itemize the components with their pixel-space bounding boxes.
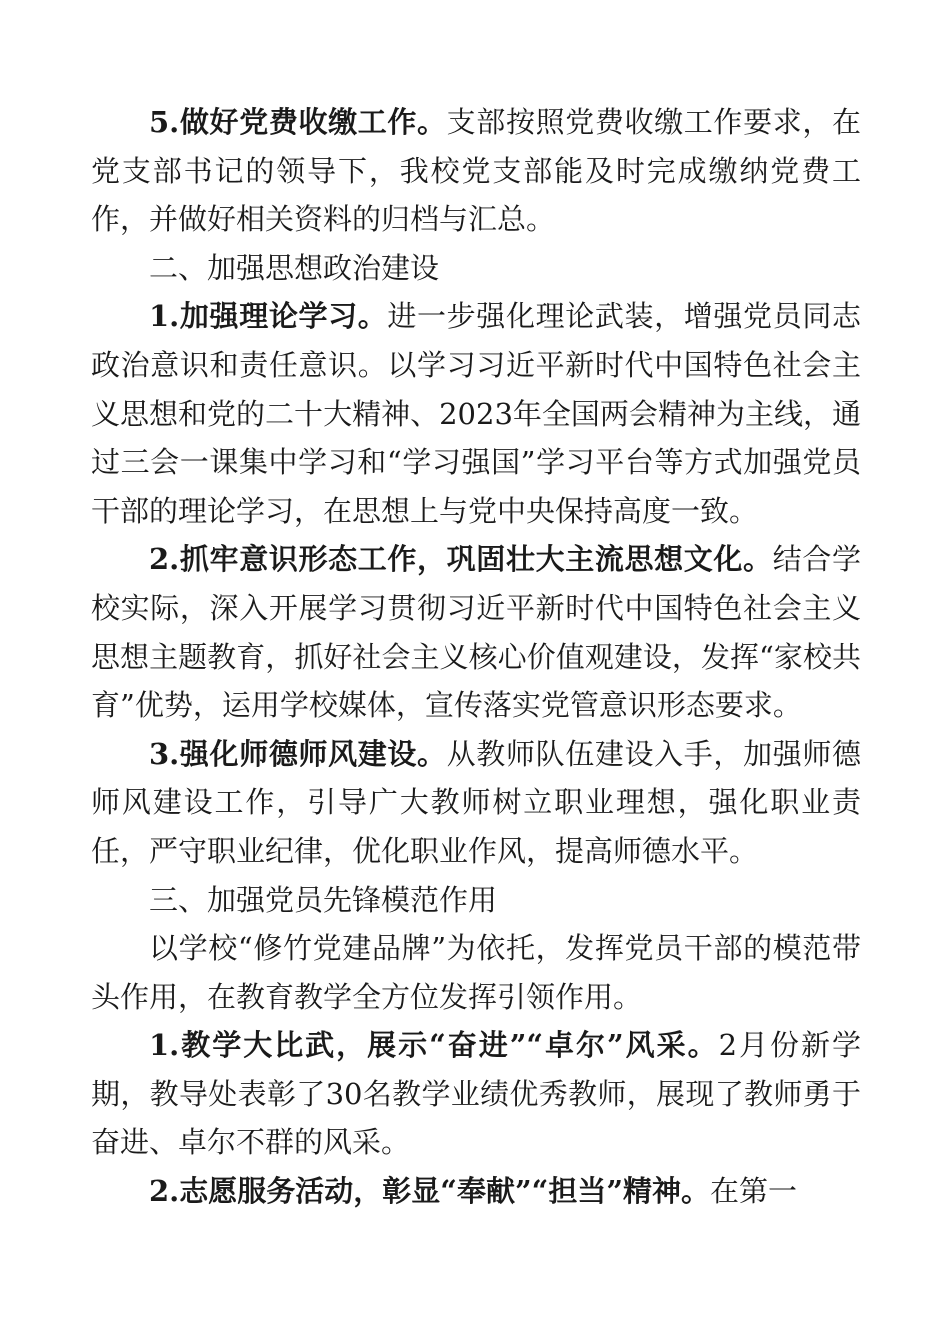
paragraph-lead: 2.抓牢意识形态工作，巩固壮大主流思想文化。 — [149, 542, 773, 577]
paragraph-brand-intro: 以学校“修竹党建品牌”为依托，发挥党员干部的模范带头作用，在教育教学全方位发挥引领作用。 — [91, 931, 861, 1014]
paragraph-theory-study — [91, 292, 861, 535]
section-heading-vanguard: 三、加强党员先锋模范作用 — [149, 882, 498, 917]
paragraph-ideology-work — [91, 535, 861, 729]
paragraph-text: 从教师队伍建设入手，加强师德师风建设工作，引导广大教师树立职业理想，强化职业责任，严守职业纪律，优化职业作风，提高师德水平。 — [91, 736, 861, 868]
paragraph-text: 支部按照党费收缴工作要求，在党支部书记的领导下，我校党支部能及时完成缴纳党费工作，并做好相关资料的归档与汇总。 — [91, 105, 861, 237]
document-body — [91, 98, 861, 1216]
paragraph-lead: 2.志愿服务活动，彰显“奉献”“担当”精神。 — [149, 1174, 710, 1209]
paragraph-lead: 5.做好党费收缴工作。 — [149, 105, 447, 139]
section-heading-ideology: 二、加强思想政治建设 — [149, 250, 440, 285]
paragraph-lead: 3.强化师德师风建设。 — [149, 736, 447, 771]
paragraph-lead: 1.教学大比武，展示“奋进”“卓尔”风采。 — [149, 1028, 719, 1063]
paragraph-text: 在第一 — [710, 1174, 798, 1209]
paragraph-text: 结合学校实际，深入开展学习贯彻习近平新时代中国特色社会主义思想主题教育，抓好社会主义核心价值观建设，发挥“家校共育”优势，运用学校媒体，宣传落实党管意识形态要求。 — [91, 542, 861, 723]
paragraph-teacher-ethics — [91, 730, 861, 876]
paragraph-volunteer-service — [91, 1167, 861, 1216]
paragraph-text: 2月份新学期，教导处表彰了30名教学业绩优秀教师，展现了教师勇于奋进、卓尔不群的风采。 — [91, 1028, 861, 1160]
paragraph-text: 进一步强化理论武装，增强党员同志政治意识和责任意识。以学习习近平新时代中国特色社会主义思想和党的二十大精神、2023年全国两会精神为主线，通过三会一课集中学习和“学习强国”学习平台等方式加强党员干部的理论学习，在思想上与党中央保持高度一致。 — [91, 299, 861, 528]
paragraph-lead: 1.加强理论学习。 — [149, 299, 388, 334]
paragraph-teaching-contest — [91, 1021, 861, 1167]
paragraph-party-dues — [91, 98, 861, 244]
